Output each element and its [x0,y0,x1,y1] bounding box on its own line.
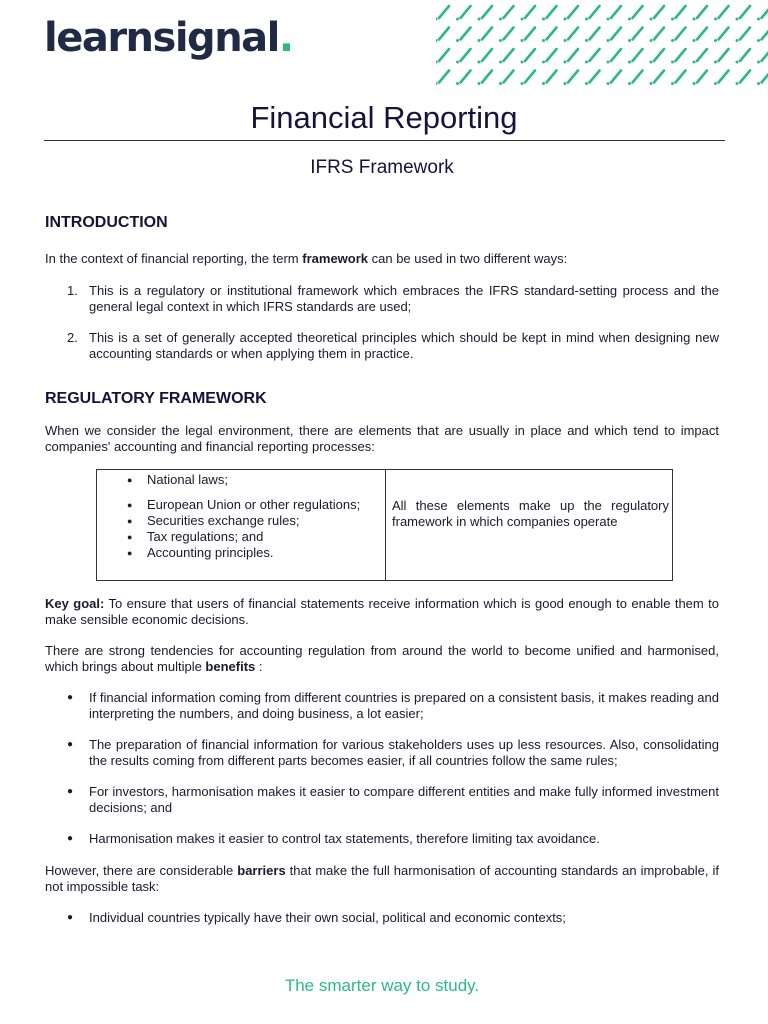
slash-mark [521,49,536,64]
slash-mark [628,49,643,64]
benefits-lead-text: There are strong tendencies for accounting regulation from around the world to become unified and harmonised, which brings about multiple [45,643,719,674]
logo-text: learnsignal [44,15,279,61]
list-item: ● European Union or other regulations; [97,497,385,513]
slash-mark [628,6,643,21]
decorative-slash-pattern [436,0,768,86]
introduction-lead-text-end: can be used in two different ways: [368,251,568,266]
list-item: ● Individual countries typically have their own social, political and economic contexts; [45,910,719,926]
slash-mark [607,49,622,64]
slash-mark [478,71,493,86]
slash-mark [542,6,557,21]
logo-dot: . [278,15,293,61]
slash-mark [564,49,579,64]
slash-mark [456,6,471,21]
slash-mark [736,6,751,21]
slash-mark [671,6,686,21]
list-item: ● If financial information coming from different countries is prepared on a consistent basis, it makes reading and interpreting the numbers, and doing business, a lot easier; [45,690,719,722]
slash-mark [736,49,751,64]
introduction-lead [45,251,719,267]
slash-mark [757,6,768,21]
slash-mark [671,71,686,86]
slash-mark [499,71,514,86]
slash-mark [650,49,665,64]
slash-mark [736,28,751,43]
list-item-text: This is a set of generally accepted theoretical principles which should be kept in mind when designing new accounting standards or when applying them in practice. [89,330,719,361]
slash-mark [521,71,536,86]
slash-mark [499,49,514,64]
page-subtitle: IFRS Framework [310,157,454,178]
slash-mark [542,71,557,86]
benefits-lead-text-end: : [255,659,263,674]
list-item: ● National laws; [97,472,385,488]
benefits-list [45,690,719,847]
list-item: ● For investors, harmonisation makes it easier to compare different entities and make fully informed investment decisions; and [45,784,719,816]
slash-mark [436,71,449,86]
slash-mark [585,6,600,21]
list-item-text: This is a regulatory or institutional framework which embraces the IFRS standard-setting process and the general legal context in which IFRS standards are used; [89,283,719,314]
slash-mark [564,6,579,21]
slash-mark [521,6,536,21]
slash-mark [693,71,708,86]
list-item: ● Tax regulations; and [97,529,385,545]
elements-cell [97,470,386,581]
key-goal-text: To ensure that users of financial statements receive information which is good enough to enable them to make sensible economic decisions. [45,596,719,627]
slash-mark [757,49,768,64]
slash-mark [564,28,579,43]
slash-mark [607,6,622,21]
list-item: ● The preparation of financial information for various stakeholders uses up less resources. Also, consolidating the results coming from different parts becomes easier, if all countries follow the same rules; [45,737,719,769]
slash-mark [714,6,729,21]
slash-mark [650,71,665,86]
slash-mark [564,71,579,86]
list-number: 1. [67,283,78,298]
regulatory-framework-heading: REGULATORY FRAMEWORK [45,390,267,407]
slash-mark [456,28,471,43]
slash-mark [478,6,493,21]
slash-mark [585,49,600,64]
learnsignal-logo [44,15,293,61]
slash-mark [757,71,768,86]
slash-mark [436,49,449,64]
barriers-term: barriers [237,863,286,878]
slash-mark [671,49,686,64]
slash-mark [585,28,600,43]
barriers-lead [45,863,719,895]
slash-mark [693,49,708,64]
list-number: 2. [67,330,78,345]
introduction-lead-text: In the context of financial reporting, the term [45,251,303,266]
key-goal [45,596,719,628]
list-item: ● Securities exchange rules; [97,513,385,529]
slash-mark [456,49,471,64]
benefits-term: benefits [205,659,256,674]
regulatory-elements-table [96,469,673,581]
slash-mark [693,6,708,21]
list-item [45,330,719,362]
title-divider [44,140,725,141]
introduction-heading: INTRODUCTION [45,214,168,231]
barriers-lead-text: However, there are considerable [45,863,238,878]
list-item: ● Accounting principles. [97,545,385,561]
document-body [45,213,719,926]
slash-mark [714,49,729,64]
footer-tagline: The smarter way to study. [284,976,480,995]
slash-mark [736,71,751,86]
regulatory-lead: When we consider the legal environment, there are elements that are usually in place and which tend to impact companies' accounting and financial reporting processes: [45,423,719,454]
framework-term: framework [302,251,369,266]
elements-note-cell: All these elements make up the regulatory framework in which companies operate [386,470,673,581]
list-item [45,283,719,315]
slash-mark [478,49,493,64]
slash-mark [478,28,493,43]
slash-mark [650,28,665,43]
benefits-lead [45,643,719,675]
slash-mark [607,71,622,86]
slash-mark [628,28,643,43]
slash-mark [585,71,600,86]
slash-mark [456,71,471,86]
barriers-lead-text-end: that make the full harmonisation of accounting standards an improbable, if not impossible task: [45,863,720,894]
slash-mark [499,6,514,21]
list-item: ● Harmonisation makes it easier to control tax statements, therefore limiting tax avoidance. [45,831,719,847]
slash-mark [628,71,643,86]
slash-mark [714,71,729,86]
framework-meanings-list [45,283,719,362]
slash-mark [542,49,557,64]
slash-mark [607,28,622,43]
slash-mark [650,6,665,21]
slash-mark [436,28,449,43]
slash-mark [757,28,768,43]
slash-mark [542,28,557,43]
slash-mark [436,6,449,21]
slash-mark [499,28,514,43]
page-title: Financial Reporting [250,100,518,135]
slash-mark [521,28,536,43]
barriers-list [45,910,719,926]
slash-mark [693,28,708,43]
slash-mark [671,28,686,43]
key-goal-label: Key goal: [45,596,105,611]
slash-mark [714,28,729,43]
elements-list [97,472,385,561]
